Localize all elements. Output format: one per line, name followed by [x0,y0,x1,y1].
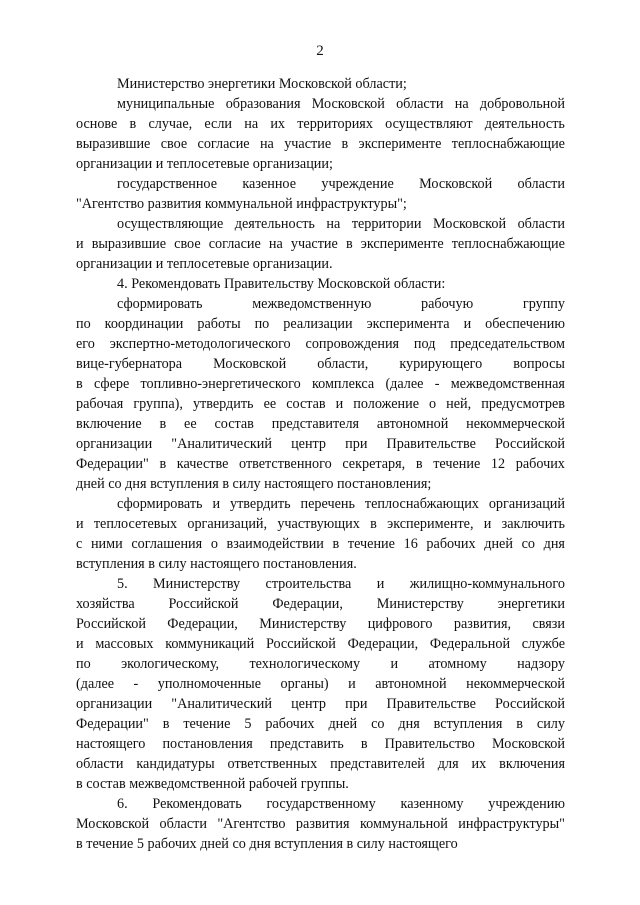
text-line: хозяйства Российской Федерации, Министерству энергетики [76,596,565,612]
text-line: Федерации" в качестве ответственного секретаря, в течение 12 рабочих [76,456,565,472]
paragraph [76,574,565,794]
text-line: включение в ее состав представителя автономной некоммерческой [76,416,565,432]
text-line: Федерации" в течение 5 рабочих дней со дня вступления в силу [76,716,565,732]
text-line: "Агентство развития коммунальной инфраструктуры"; [76,196,407,212]
text-line: его экспертно-методологического сопровождения под председательством [76,336,565,352]
paragraph [76,174,565,214]
text-line: муниципальные образования Московской области на добровольной [117,96,565,112]
document-body [76,74,565,854]
text-line: организации "Аналитический центр при Правительстве Российской [76,436,565,452]
text-line: 4. Рекомендовать Правительству Московской области: [117,276,446,292]
text-line: по экологическому, технологическому и атомному надзору [76,656,565,672]
page-number: 2 [316,43,324,59]
text-line: в состав межведомственной рабочей группы. [76,776,349,792]
paragraph [76,494,565,574]
paragraph [76,94,565,174]
text-line: в течение 5 рабочих дней со дня вступления в силу настоящего [76,836,458,852]
text-line: Российской Федерации, Министерству цифрового развития, связи [76,616,565,632]
text-line: 5. Министерству строительства и жилищно-коммунального [117,576,565,592]
paragraph [76,74,565,94]
text-line: вступления в силу настоящего постановления. [76,556,357,572]
text-line: и теплосетевых организаций, участвующих в эксперименте, и заключить [76,516,565,532]
text-line: в сфере топливно-энергетического комплекса (далее - межведомственная [76,376,565,392]
text-line: и выразившие свое согласие на участие в эксперименте теплоснабжающие [76,236,565,252]
text-line: сформировать и утвердить перечень теплоснабжающих организаций [117,496,565,512]
text-line: вице-губернатора Московской области, курирующего вопросы [76,356,565,372]
paragraph [76,274,565,294]
text-line: 6. Рекомендовать государственному казенному учреждению [117,796,565,812]
text-line: организации "Аналитический центр при Правительстве Российской [76,696,565,712]
text-line: сформировать межведомственную рабочую группу [117,296,565,312]
text-line: Министерство энергетики Московской области; [117,76,407,92]
text-line: и массовых коммуникаций Российской Федерации, Федеральной службе [76,636,565,652]
text-line: Московской области "Агентство развития коммунальной инфраструктуры" [76,816,565,832]
text-line: по координации работы по реализации эксперимента и обеспечению [76,316,565,332]
text-line: основе в случае, если на их территориях осуществляют деятельность [76,116,565,132]
text-line: настоящего постановления представить в Правительство Московской [76,736,565,752]
paragraph [76,294,565,494]
text-line: организации и теплосетевые организации. [76,256,333,272]
text-line: государственное казенное учреждение Московской области [117,176,565,192]
paragraph [76,214,565,274]
text-line: осуществляющие деятельность на территории Московской области [117,216,565,232]
paragraph [76,794,565,854]
text-line: (далее - уполномоченные органы) и автономной некоммерческой [76,676,565,692]
text-line: с ними соглашения о взаимодействии в течение 16 рабочих дней со дня [76,536,565,552]
text-line: области кандидатуры ответственных представителей для их включения [76,756,565,772]
text-line: рабочая группа), утвердить ее состав и положение о ней, предусмотрев [76,396,565,412]
text-line: организации и теплосетевые организации; [76,156,333,172]
text-line: дней со дня вступления в силу настоящего постановления; [76,476,432,492]
text-line: выразившие свое согласие на участие в эксперименте теплоснабжающие [76,136,565,152]
